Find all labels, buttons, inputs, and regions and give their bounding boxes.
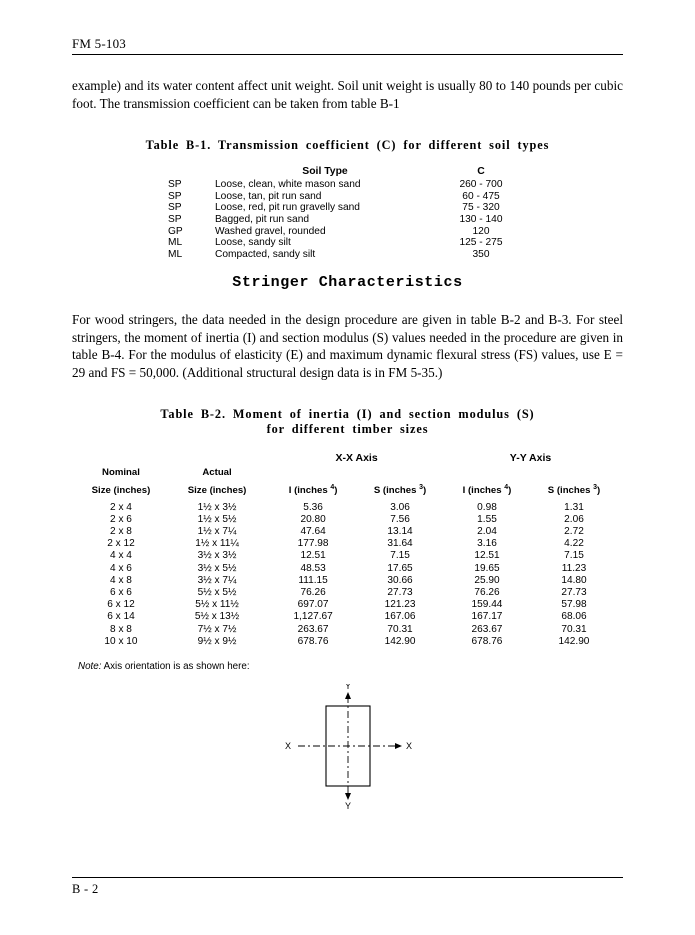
nominal-size: 6 x 14 xyxy=(107,611,135,623)
table-row xyxy=(168,179,527,191)
table-row xyxy=(78,501,618,513)
nominal-size: 6 x 12 xyxy=(107,599,135,611)
x-label-right: X xyxy=(405,741,412,752)
table-b2-header-spacer-2 xyxy=(357,467,444,484)
s-xx-value: 7.56 xyxy=(390,513,410,525)
table-b2-header-spacer-4 xyxy=(530,467,617,484)
table-b2-header-spacer-1 xyxy=(270,467,357,484)
s-xx-value: 31.64 xyxy=(387,538,413,550)
actual-size: 3½ x 3½ xyxy=(197,550,237,562)
note-text: Axis orientation is as shown here: xyxy=(103,661,250,673)
table-b2-header-i-yy: I (inches $^4$) xyxy=(462,483,512,497)
s-yy-value: 27.73 xyxy=(561,587,587,599)
axis-orientation-diagram xyxy=(72,684,623,809)
table-row xyxy=(78,574,618,586)
s-yy-value: 68.06 xyxy=(561,611,587,623)
table-b1-header-c: C xyxy=(477,166,485,177)
i-xx-value: 697.07 xyxy=(297,599,329,611)
soil-symbol: ML xyxy=(168,248,183,260)
soil-symbol: SP xyxy=(168,202,182,214)
table-row xyxy=(78,562,618,574)
document-page xyxy=(0,36,695,935)
i-xx-value: 20.80 xyxy=(300,513,326,525)
nominal-size: 2 x 6 xyxy=(110,513,132,525)
nominal-size: 8 x 8 xyxy=(110,623,132,635)
i-xx-value: 5.36 xyxy=(303,501,323,513)
nominal-size: 2 x 12 xyxy=(107,538,135,550)
soil-description: Loose, sandy silt xyxy=(215,237,291,249)
y-label-top: Y xyxy=(344,684,351,692)
y-label-bottom: Y xyxy=(344,801,351,810)
soil-description: Washed gravel, rounded xyxy=(215,225,326,237)
soil-symbol: ML xyxy=(168,237,183,249)
i-yy-value: 167.17 xyxy=(471,611,503,623)
s-xx-value: 142.90 xyxy=(384,635,416,647)
i-yy-value: 678.76 xyxy=(471,635,503,647)
table-row xyxy=(168,249,527,261)
table-b2-group-header-xx: X-X Axis xyxy=(335,451,378,464)
table-row xyxy=(168,237,527,249)
actual-size: 9½ x 9½ xyxy=(197,635,237,647)
table-b1-caption: Table B-1. Transmission coefficient (C) for different soil types xyxy=(145,138,550,152)
nominal-size: 2 x 4 xyxy=(110,501,132,513)
table-b2-header-s-yy: S (inches $^3$) xyxy=(547,483,601,497)
actual-size: 5½ x 5½ xyxy=(197,587,237,599)
soil-symbol: SP xyxy=(168,190,182,202)
i-yy-value: 1.55 xyxy=(477,513,497,525)
soil-symbol: GP xyxy=(168,225,183,237)
nominal-size: 4 x 8 xyxy=(110,574,132,586)
table-b1 xyxy=(168,165,527,260)
soil-description: Compacted, sandy silt xyxy=(215,248,316,260)
soil-c-value: 60 - 475 xyxy=(462,190,500,202)
i-yy-value: 3.16 xyxy=(477,538,497,550)
actual-size: 3½ x 5½ xyxy=(197,562,237,574)
soil-c-value: 125 - 275 xyxy=(459,237,503,249)
i-yy-value: 0.98 xyxy=(477,501,497,513)
soil-description: Loose, clean, white mason sand xyxy=(215,179,361,191)
table-b2-group-header-yy: Y-Y Axis xyxy=(509,451,552,464)
table-b2-header-nominal-2: Size (inches) xyxy=(91,484,151,496)
i-yy-value: 2.04 xyxy=(477,526,497,538)
i-xx-value: 177.98 xyxy=(297,538,329,550)
s-xx-value: 7.15 xyxy=(390,550,410,562)
table-row xyxy=(168,191,527,203)
s-xx-value: 13.14 xyxy=(387,526,413,538)
table-row xyxy=(78,599,618,611)
table-b2-header-actual-1: Actual xyxy=(202,467,232,479)
table-b2-header-i-xx: I (inches $^4$) xyxy=(288,483,338,497)
y-axis-arrow-bottom xyxy=(345,793,351,800)
s-yy-value: 4.22 xyxy=(564,538,584,550)
s-yy-value: 11.23 xyxy=(561,562,587,574)
s-xx-value: 70.31 xyxy=(387,623,413,635)
y-axis-arrow-top xyxy=(345,692,351,699)
table-row xyxy=(168,225,527,237)
s-xx-value: 167.06 xyxy=(384,611,416,623)
i-yy-value: 159.44 xyxy=(471,599,503,611)
table-row xyxy=(78,586,618,598)
table-row xyxy=(78,513,618,525)
x-label-left: X xyxy=(284,741,291,752)
table-b2-group-blank1 xyxy=(78,451,165,467)
i-xx-value: 76.26 xyxy=(300,587,326,599)
table-row xyxy=(78,526,618,538)
actual-size: 1½ x 11¼ xyxy=(195,538,239,550)
nominal-size: 10 x 10 xyxy=(104,635,138,647)
note-label: Note: xyxy=(78,661,102,673)
table-row xyxy=(78,467,618,484)
section-heading-stringer-characteristics: Stringer Characteristics xyxy=(232,274,463,292)
manual-number: FM 5-103 xyxy=(72,36,126,51)
actual-size: 3½ x 7¼ xyxy=(197,574,237,586)
table-row xyxy=(168,202,527,214)
stringers-paragraph: For wood stringers, the data needed in the design procedure are given in table B-2 and B-3. For steel stringers, the moment of inertia (I) and section modulus (S) values needed in the procedure are given in table B-4. For the modulus of elasticity (E) and maximum dynamic flexural stress (FS) values, use E = 29 and FS = 50,000. (Additional structural design data is in FM 5-35.) xyxy=(72,312,623,380)
table-b2-caption-line1: Table B-2. Moment of inertia (I) and section modulus (S) xyxy=(160,407,535,422)
s-xx-value: 3.06 xyxy=(390,501,410,513)
actual-size: 1½ x 7¼ xyxy=(197,526,237,538)
i-yy-value: 263.67 xyxy=(471,623,503,635)
actual-size: 5½ x 13½ xyxy=(194,611,240,623)
soil-symbol: SP xyxy=(168,214,182,226)
soil-c-value: 130 - 140 xyxy=(459,214,503,226)
soil-description: Bagged, pit run sand xyxy=(215,214,310,226)
table-b1-header-soil-type: Soil Type xyxy=(302,166,348,177)
i-yy-value: 19.65 xyxy=(474,562,500,574)
i-yy-value: 76.26 xyxy=(474,587,500,599)
table-row xyxy=(168,214,527,226)
i-yy-value: 12.51 xyxy=(474,550,500,562)
page-footer xyxy=(72,877,623,897)
s-yy-value: 14.80 xyxy=(561,574,587,586)
s-yy-value: 2.06 xyxy=(564,513,584,525)
table-b2-header-s-xx: S (inches $^3$) xyxy=(373,483,427,497)
s-yy-value: 142.90 xyxy=(558,635,590,647)
actual-size: 1½ x 5½ xyxy=(197,513,237,525)
nominal-size: 4 x 6 xyxy=(110,562,132,574)
i-xx-value: 111.15 xyxy=(298,574,328,586)
s-xx-value: 121.23 xyxy=(384,599,416,611)
soil-c-value: 260 - 700 xyxy=(459,179,503,191)
s-xx-value: 30.66 xyxy=(387,574,413,586)
i-xx-value: 48.53 xyxy=(300,562,326,574)
s-yy-value: 7.15 xyxy=(564,550,584,562)
actual-size: 7½ x 7½ xyxy=(197,623,237,635)
soil-description: Loose, red, pit run gravelly sand xyxy=(215,202,360,214)
i-yy-value: 25.90 xyxy=(474,574,500,586)
table-b2-caption-line2: for different timber sizes xyxy=(266,422,429,437)
table-b2 xyxy=(78,451,618,647)
i-xx-value: 47.64 xyxy=(300,526,326,538)
table-b2-note xyxy=(78,661,623,672)
table-b2-header-spacer-3 xyxy=(444,467,531,484)
table-row xyxy=(78,483,618,501)
nominal-size: 2 x 8 xyxy=(110,526,132,538)
nominal-size: 6 x 6 xyxy=(110,587,132,599)
axis-diagram-svg xyxy=(258,684,438,809)
s-yy-value: 70.31 xyxy=(561,623,587,635)
table-b1-wrapper xyxy=(72,165,623,260)
s-yy-value: 2.72 xyxy=(564,526,584,538)
table-row xyxy=(78,611,618,623)
table-b2-wrapper xyxy=(72,451,623,647)
soil-c-value: 75 - 320 xyxy=(462,202,500,214)
page-number: B - 2 xyxy=(72,882,99,896)
nominal-size: 4 x 4 xyxy=(110,550,132,562)
i-xx-value: 12.51 xyxy=(300,550,326,562)
s-yy-value: 1.31 xyxy=(564,501,584,513)
s-xx-value: 27.73 xyxy=(387,587,413,599)
i-xx-value: 263.67 xyxy=(297,623,329,635)
i-xx-value: 1,127.67 xyxy=(293,611,333,623)
table-b2-group-blank2 xyxy=(164,451,269,467)
table-row xyxy=(168,165,527,179)
table-b2-header-actual-2: Size (inches) xyxy=(187,484,247,496)
soil-description: Loose, tan, pit run sand xyxy=(215,190,322,202)
table-row xyxy=(78,538,618,550)
table-b2-header-nominal-1: Nominal xyxy=(102,467,140,479)
table-row xyxy=(78,623,618,635)
table-row xyxy=(78,451,618,467)
table-row xyxy=(78,550,618,562)
s-xx-value: 17.65 xyxy=(387,562,413,574)
table-b1-header-blank xyxy=(168,165,215,179)
s-yy-value: 57.98 xyxy=(561,599,587,611)
actual-size: 1½ x 3½ xyxy=(197,501,237,513)
table-row xyxy=(78,635,618,647)
i-xx-value: 678.76 xyxy=(297,635,329,647)
x-axis-arrow-right xyxy=(395,743,402,749)
soil-c-value: 120 xyxy=(472,225,490,237)
intro-paragraph: example) and its water content affect unit weight. Soil unit weight is usually 80 to 140 pounds per cubic foot. The transmission coefficient can be taken from table B-1 xyxy=(72,78,623,111)
actual-size: 5½ x 11½ xyxy=(195,599,239,611)
soil-symbol: SP xyxy=(168,179,182,191)
soil-c-value: 350 xyxy=(472,248,490,260)
page-header xyxy=(72,36,623,55)
